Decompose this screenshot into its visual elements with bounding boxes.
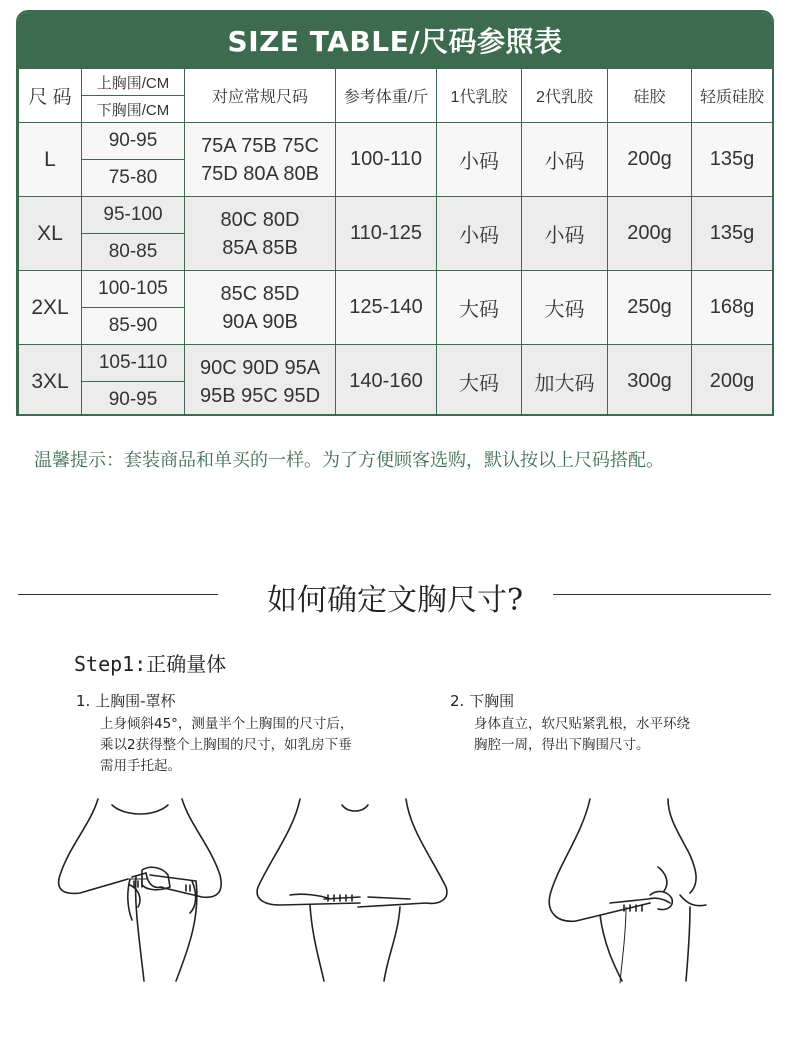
- header-weight: 参考体重/斤: [336, 69, 437, 123]
- header-latex1: 1代乳胶: [437, 69, 522, 123]
- size-label: 2XL: [19, 271, 82, 345]
- measuring-figure-front-icon: [50, 795, 230, 985]
- light-silicone-value: 200g: [692, 345, 773, 417]
- under-bust-value: 80-85: [82, 234, 185, 271]
- table-row: [19, 197, 773, 234]
- header-under-bust: 下胸围/CM: [82, 96, 185, 123]
- latex2-value: 小码: [522, 123, 608, 197]
- weight-value: 110-125: [336, 197, 437, 271]
- silicone-value: 200g: [608, 197, 692, 271]
- under-bust-value: 85-90: [82, 308, 185, 345]
- weight-value: 140-160: [336, 345, 437, 417]
- latex1-value: 大码: [437, 345, 522, 417]
- latex2-value: 大码: [522, 271, 608, 345]
- size-label: 3XL: [19, 345, 82, 417]
- table-row: [19, 345, 773, 382]
- measuring-figure-back-icon: [250, 795, 460, 985]
- size-table-frame: [16, 10, 774, 416]
- latex1-value: 小码: [437, 123, 522, 197]
- table-row: [19, 271, 773, 308]
- light-silicone-value: 135g: [692, 123, 773, 197]
- upper-bust-value: 95-100: [82, 197, 185, 234]
- divider-right: [553, 594, 771, 595]
- table-row: [19, 123, 773, 160]
- size-label: L: [19, 123, 82, 197]
- latex2-value: 加大码: [522, 345, 608, 417]
- silicone-value: 300g: [608, 345, 692, 417]
- item-title-upper-bust: 1. 上胸围-罩杯: [76, 692, 176, 710]
- silicone-value: 250g: [608, 271, 692, 345]
- regular-size-value: 90C 90D 95A 95B 95C 95D: [185, 345, 336, 417]
- howto-title: 如何确定文胸尺寸?: [266, 583, 524, 618]
- item-title-under-bust: 2. 下胸围: [450, 692, 515, 710]
- under-bust-value: 75-80: [82, 160, 185, 197]
- latex2-value: 小码: [522, 197, 608, 271]
- light-silicone-value: 135g: [692, 197, 773, 271]
- upper-bust-value: 100-105: [82, 271, 185, 308]
- item-desc-under-bust: 身体直立，软尺贴紧乳根，水平环绕 胸腔一周，得出下胸围尺寸。: [474, 716, 690, 753]
- header-silicone: 硅胶: [608, 69, 692, 123]
- header-light-silicone: 轻质硅胶: [692, 69, 773, 123]
- header-latex2: 2代乳胶: [522, 69, 608, 123]
- size-label: XL: [19, 197, 82, 271]
- header-upper-bust: 上胸围/CM: [82, 69, 185, 96]
- item-desc-upper-bust: 上身倾斜45°，测量半个上胸围的尺寸后， 乘以2获得整个上胸围的尺寸，如乳房下垂 需用手托起。: [100, 716, 354, 774]
- step-title: Step1:正确量体: [74, 652, 227, 676]
- latex1-value: 小码: [437, 197, 522, 271]
- upper-bust-value: 105-110: [82, 345, 185, 382]
- weight-value: 100-110: [336, 123, 437, 197]
- header-size: 尺 码: [19, 69, 82, 123]
- size-table: [18, 68, 773, 416]
- upper-bust-value: 90-95: [82, 123, 185, 160]
- size-table-title: SIZE TABLE/尺码参照表: [18, 12, 772, 68]
- latex1-value: 大码: [437, 271, 522, 345]
- under-bust-value: 90-95: [82, 382, 185, 417]
- regular-size-value: 80C 80D 85A 85B: [185, 197, 336, 271]
- tip-text: 温馨提示：套装商品和单买的一样。为了方便顾客选购，默认按以上尺码搭配。: [34, 450, 664, 471]
- header-regular-size: 对应常规尺码: [185, 69, 336, 123]
- measuring-figure-side-icon: [540, 795, 720, 985]
- weight-value: 125-140: [336, 271, 437, 345]
- light-silicone-value: 168g: [692, 271, 773, 345]
- silicone-value: 200g: [608, 123, 692, 197]
- header-row: [19, 69, 773, 96]
- regular-size-value: 85C 85D 90A 90B: [185, 271, 336, 345]
- regular-size-value: 75A 75B 75C 75D 80A 80B: [185, 123, 336, 197]
